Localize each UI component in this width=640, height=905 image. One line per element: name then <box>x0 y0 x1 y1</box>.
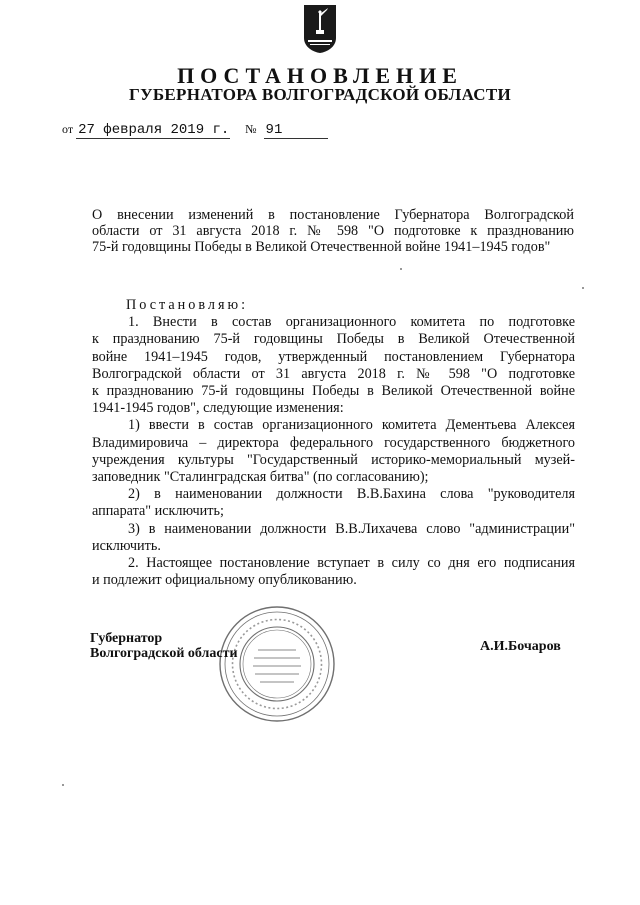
body-line: к празднованию 75-й годовщины Победы в Великой Отечественной войне <box>92 383 575 400</box>
body-line: аппарата" исключить; <box>92 503 224 520</box>
date-from-label: от <box>62 122 74 136</box>
scan-speck <box>400 268 402 270</box>
number-label: № <box>245 122 257 136</box>
subject-line: области от 31 августа 2018 г. № 598 "О подготовке к празднованию <box>92 223 574 239</box>
body-line: 1) ввести в состав организационного комитета Дементьева Алексея <box>128 417 575 434</box>
subject-line: О внесении изменений в постановление Губернатора Волгоградской <box>92 207 574 223</box>
body-line: 2) в наименовании должности В.В.Бахина слова "руководителя <box>128 486 575 503</box>
signer-position <box>90 631 238 661</box>
scan-speck <box>62 784 64 786</box>
body-line: Волгоградской области от 31 августа 2018 г. № 598 "О подготовке <box>92 365 575 382</box>
subject-line: 75-й годовщины Победы в Великой Отечественной войне 1941–1945 годов" <box>92 239 551 255</box>
body-line: исключить. <box>92 537 161 554</box>
document-date: 27 февраля 2019 г. <box>78 122 230 138</box>
scan-speck <box>582 287 584 289</box>
body-line: 1941-1945 годов", следующие изменения: <box>92 400 344 417</box>
document-body <box>92 297 575 589</box>
signer-name: А.И.Бочаров <box>480 639 561 654</box>
body-line: 1. Внести в состав организационного комитета по подготовке <box>128 314 575 331</box>
official-stamp <box>218 605 336 723</box>
body-line: Владимировича – директора федерального государственного бюджетного <box>92 434 575 451</box>
body-line: и подлежит официальному опубликованию. <box>92 572 357 589</box>
body-line: заповедник "Сталинградская битва" (по согласованию); <box>92 469 429 486</box>
volgograd-emblem-icon <box>303 4 337 54</box>
body-line: 2. Настоящее постановление вступает в силу со дня его подписания <box>128 555 575 572</box>
body-line: войне 1941–1945 годов, утвержденный постановлением Губернатора <box>92 348 575 365</box>
body-line-resolve: Постановляю: <box>126 297 249 313</box>
body-line: 3) в наименовании должности В.В.Лихачева слово "администрации" <box>128 520 575 537</box>
body-line: к празднованию 75-й годовщины Победы в Великой Отечественной <box>92 331 575 348</box>
document-number: 91 <box>264 123 328 139</box>
body-line: учреждения культуры "Государственный историко-мемориальный музей- <box>92 451 575 468</box>
document-title: ПОСТАНОВЛЕНИЕ <box>177 63 463 88</box>
document-issuer: ГУБЕРНАТОРА ВОЛГОГРАДСКОЙ ОБЛАСТИ <box>128 85 512 104</box>
dateline <box>62 122 328 139</box>
signer-position-line: Губернатор <box>90 631 163 646</box>
document-subject <box>92 207 574 255</box>
signer-position-line: Волгоградской области <box>90 646 238 661</box>
